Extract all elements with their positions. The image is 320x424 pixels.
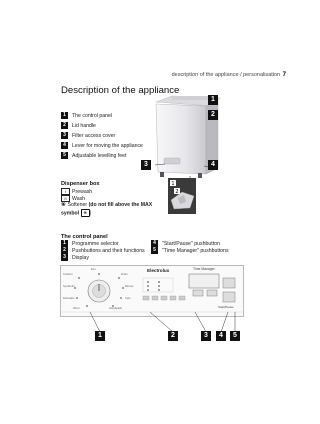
item-label: Display <box>72 255 90 261</box>
page-header <box>172 72 286 78</box>
part-label: Adjustable levelling feet <box>72 153 127 159</box>
panel-callout-5-badge: 5 <box>230 331 240 341</box>
callout-1-badge: 1 <box>208 95 218 105</box>
svg-text:2: 2 <box>175 189 179 195</box>
softener-flower-icon: ❀ <box>61 202 67 208</box>
softener-note: (do not fill above the MAX symbol <box>61 202 153 217</box>
page-title: Description of the appliance <box>61 85 180 96</box>
panel-callout-2-badge: 2 <box>168 331 178 341</box>
control-panel-illustration <box>60 265 244 317</box>
part-number-badge: 5 <box>61 152 68 159</box>
start-pause-label: Start/Pause <box>218 305 234 309</box>
item-number-badge: 5 <box>151 247 158 254</box>
part-item <box>61 112 112 120</box>
part-item <box>61 152 127 160</box>
item-label: "Start/Pause" pushbutton <box>162 241 220 247</box>
time-manager-label: Time Manager <box>193 267 215 271</box>
dial-label: Spin <box>125 296 131 300</box>
dial-label: Eco <box>91 267 96 271</box>
dial-label: Rinses <box>125 284 134 288</box>
control-panel-title: The control panel <box>61 234 108 240</box>
panel-callout-3-badge: 3 <box>201 331 211 341</box>
max-symbol-icon: ❀ <box>81 209 90 217</box>
item-number-badge: 2 <box>61 247 68 254</box>
part-label: Lever for moving the appliance <box>72 143 143 149</box>
part-item <box>61 132 115 140</box>
part-number-badge: 4 <box>61 142 68 149</box>
panel-leader-lines <box>60 312 245 334</box>
dial-label: Handwash <box>109 306 123 310</box>
part-number-badge: 2 <box>61 122 68 129</box>
part-label: Filter access cover <box>72 133 116 139</box>
callout-3-badge: 3 <box>141 160 151 170</box>
part-number-badge: 3 <box>61 132 68 139</box>
brand-logo-text: Electrolux <box>147 268 170 273</box>
dispenser-item-label: Prewash <box>72 188 93 195</box>
item-number-badge: 4 <box>151 240 158 247</box>
item-label: Programme selector <box>72 241 119 247</box>
dispenser-title: Dispenser box <box>61 181 100 187</box>
part-label: The control panel <box>72 113 113 119</box>
item-label: Pushbuttons and their functions <box>72 248 145 254</box>
dial-label: Drain <box>121 272 128 276</box>
dial-label: Synthetic <box>63 284 75 288</box>
part-number-badge: 1 <box>61 112 68 119</box>
callout-2-badge: 2 <box>208 110 218 120</box>
dispenser-item-label: Softener <box>67 202 88 208</box>
dispenser-item-label: Wash <box>72 195 86 202</box>
page-number: 7 <box>282 72 286 78</box>
dispenser-illustration <box>168 178 196 214</box>
control-panel-item <box>151 247 229 255</box>
washing-machine-illustration <box>150 92 230 188</box>
control-panel-item <box>61 254 89 262</box>
callout-4-badge: 4 <box>208 160 218 170</box>
dial-label: Cottons <box>63 272 73 276</box>
dial-label: Wool <box>73 306 80 310</box>
item-label: "Time Manager" pushbuttons <box>162 248 229 254</box>
svg-text:1: 1 <box>171 181 175 187</box>
item-number-badge: 1 <box>61 240 68 247</box>
prewash-symbol: I <box>61 188 70 195</box>
part-item <box>61 122 96 130</box>
part-item <box>61 142 143 150</box>
item-number-badge: 3 <box>61 254 68 261</box>
dispenser-item: ❀ Softener (do not fill above the MAX symbol ❀ ) <box>61 202 153 217</box>
panel-callout-4-badge: 4 <box>216 331 226 341</box>
breadcrumb: description of the appliance / personalisation <box>171 72 281 78</box>
panel-callout-1-badge: 1 <box>95 331 105 341</box>
wash-symbol: II <box>61 195 70 202</box>
part-label: Lid handle <box>72 123 96 129</box>
dial-label: Delicates <box>63 296 75 300</box>
